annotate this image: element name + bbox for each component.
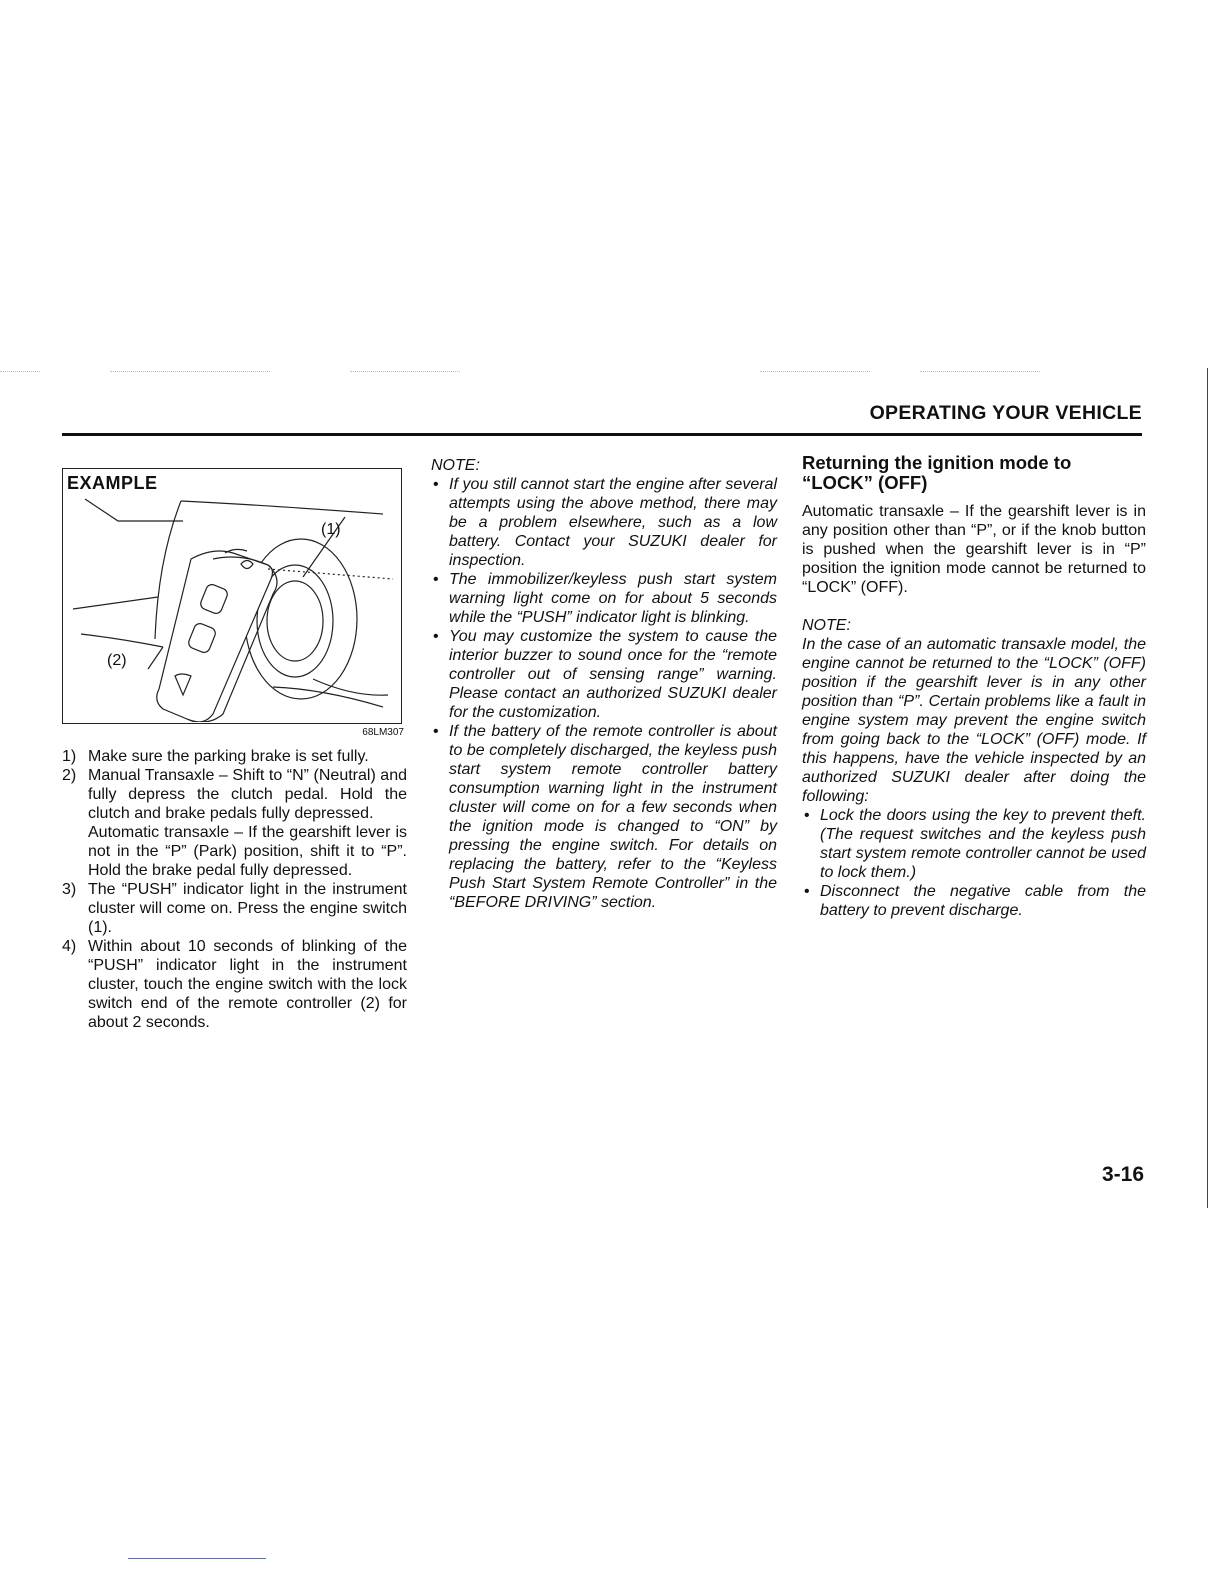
- step-text: Manual Transaxle – Shift to “N” (Neutral) and fully depress the clutch pedal. Hold the clutch and brake pedals fully depressed.: [88, 767, 407, 822]
- note-bullet: • If the battery of the remote controller is about to be completely discharged, the keyless push start system remote controller battery consumption warning light in the instrument cluster will come on for a few seconds when the ignition mode is changed to “ON” by pressing the engine switch. For details on replacing the battery, refer to the “Keyless Push Start System Remote Controller” in the “BEFORE DRIVING” section.: [433, 723, 777, 911]
- scan-artifact-line: [0, 371, 40, 372]
- note-bullet: • The immobilizer/keyless push start system warning light come on for about 5 seconds while the “PUSH” indicator light is blinking.: [433, 571, 777, 626]
- step-number: 3): [62, 881, 77, 898]
- note-bullet-text: If you still cannot start the engine after several attempts using the above method, there may be a problem elsewhere, such as a low battery. Contact your SUZUKI dealer for inspection.: [449, 476, 777, 569]
- header-rule: [62, 433, 1142, 436]
- step-text: The “PUSH” indicator light in the instrument cluster will come on. Press the engine switch (1).: [88, 881, 407, 936]
- note-bullets: [431, 475, 777, 912]
- bottom-link-line: [128, 1558, 266, 1559]
- steps-column: [62, 747, 407, 1032]
- note-paragraph: In the case of an automatic transaxle model, the engine cannot be returned to the “LOCK” (OFF) position if the gearshift lever is in any other position than “P”. Certain problems like a fault in engine system may prevent the engine switch from going back to the “LOCK” (OFF) mode. If this happens, have the vehicle inspected by an authorized SUZUKI dealer after doing the following:: [802, 636, 1146, 805]
- scan-artifact-line: [350, 371, 460, 372]
- note-bullet-text: Disconnect the negative cable from the battery to prevent discharge.: [820, 883, 1146, 919]
- note-bullet: • You may customize the system to cause the interior buzzer to sound once for the “remote controller out of sensing range” warning. Please contact an authorized SUZUKI dealer for the customization.: [433, 628, 777, 721]
- automatic-transaxle-paragraph: Automatic transaxle – If the gearshift lever is in any position other than “P”, or if the knob button is pushed when the gearshift lever is in “P” position the ignition mode cannot be returned to “LOCK” (OFF).: [802, 503, 1146, 596]
- note-bullet: • Lock the doors using the key to prevent theft. (The request switches and the keyless push start system remote controller cannot be used to lock them.): [804, 807, 1146, 881]
- note-bullet-text: You may customize the system to cause the interior buzzer to sound once for the “remote controller out of sensing range” warning. Please contact an authorized SUZUKI dealer for the customization.: [449, 628, 777, 721]
- steps-list: [62, 747, 407, 1032]
- callout-2: (2): [107, 652, 127, 669]
- scan-artifact-line: [760, 371, 870, 372]
- section-title: OPERATING YOUR VEHICLE: [869, 402, 1142, 424]
- step-number: 1): [62, 748, 77, 765]
- callout-1: (1): [321, 521, 341, 538]
- step-item: [62, 937, 407, 1032]
- example-figure: [62, 468, 402, 724]
- note-heading: NOTE:: [431, 457, 480, 474]
- figure-code: 68LM307: [362, 727, 404, 738]
- remote-key-illustration: [63, 469, 400, 722]
- step-item: [62, 766, 407, 880]
- returning-lock-column: [802, 453, 1146, 920]
- step-subtext: Automatic transaxle – If the gearshift lever is not in the “P” (Park) position, shift it to “P”. Hold the brake pedal fully depressed.: [88, 824, 407, 879]
- note-heading: NOTE:: [802, 617, 851, 634]
- step-item: [62, 747, 407, 766]
- subsection-title: Returning the ignition mode to “LOCK” (OFF): [802, 452, 1072, 493]
- step-text: Within about 10 seconds of blinking of the “PUSH” indicator light in the instrument cluster, touch the engine switch with the lock switch end of the remote controller (2) for about 2 seconds.: [88, 938, 407, 1031]
- note-bullet-text: If the battery of the remote controller is about to be completely discharged, the keyless push start system remote controller battery consumption warning light in the instrument cluster will come on for a few seconds when the ignition mode is changed to “ON” by pressing the engine switch. For details on replacing the battery, refer to the “Keyless Push Start System Remote Controller” in the “BEFORE DRIVING” section.: [449, 723, 777, 911]
- figure-label: EXAMPLE: [67, 473, 158, 493]
- note-bullet-text: The immobilizer/keyless push start system warning light come on for about 5 seconds while the “PUSH” indicator light is blinking.: [449, 571, 777, 626]
- scan-artifact-line: [110, 371, 270, 372]
- note-bullet: • If you still cannot start the engine after several attempts using the above method, there may be a problem elsewhere, such as a low battery. Contact your SUZUKI dealer for inspection.: [433, 476, 777, 569]
- step-number: 2): [62, 767, 77, 784]
- page-number: 3-16: [1101, 1163, 1144, 1186]
- note-column: [431, 456, 777, 912]
- step-text: Make sure the parking brake is set fully.: [88, 748, 369, 765]
- note-bullet: • Disconnect the negative cable from the battery to prevent discharge.: [804, 883, 1146, 919]
- scan-artifact-line: [920, 371, 1040, 372]
- page-edge-line: [1207, 368, 1208, 1208]
- step-number: 4): [62, 938, 77, 955]
- note-bullet-text: Lock the doors using the key to prevent theft. (The request switches and the keyless push start system remote controller cannot be used to lock them.): [820, 807, 1146, 881]
- note-bullets: [802, 806, 1146, 920]
- step-item: [62, 880, 407, 937]
